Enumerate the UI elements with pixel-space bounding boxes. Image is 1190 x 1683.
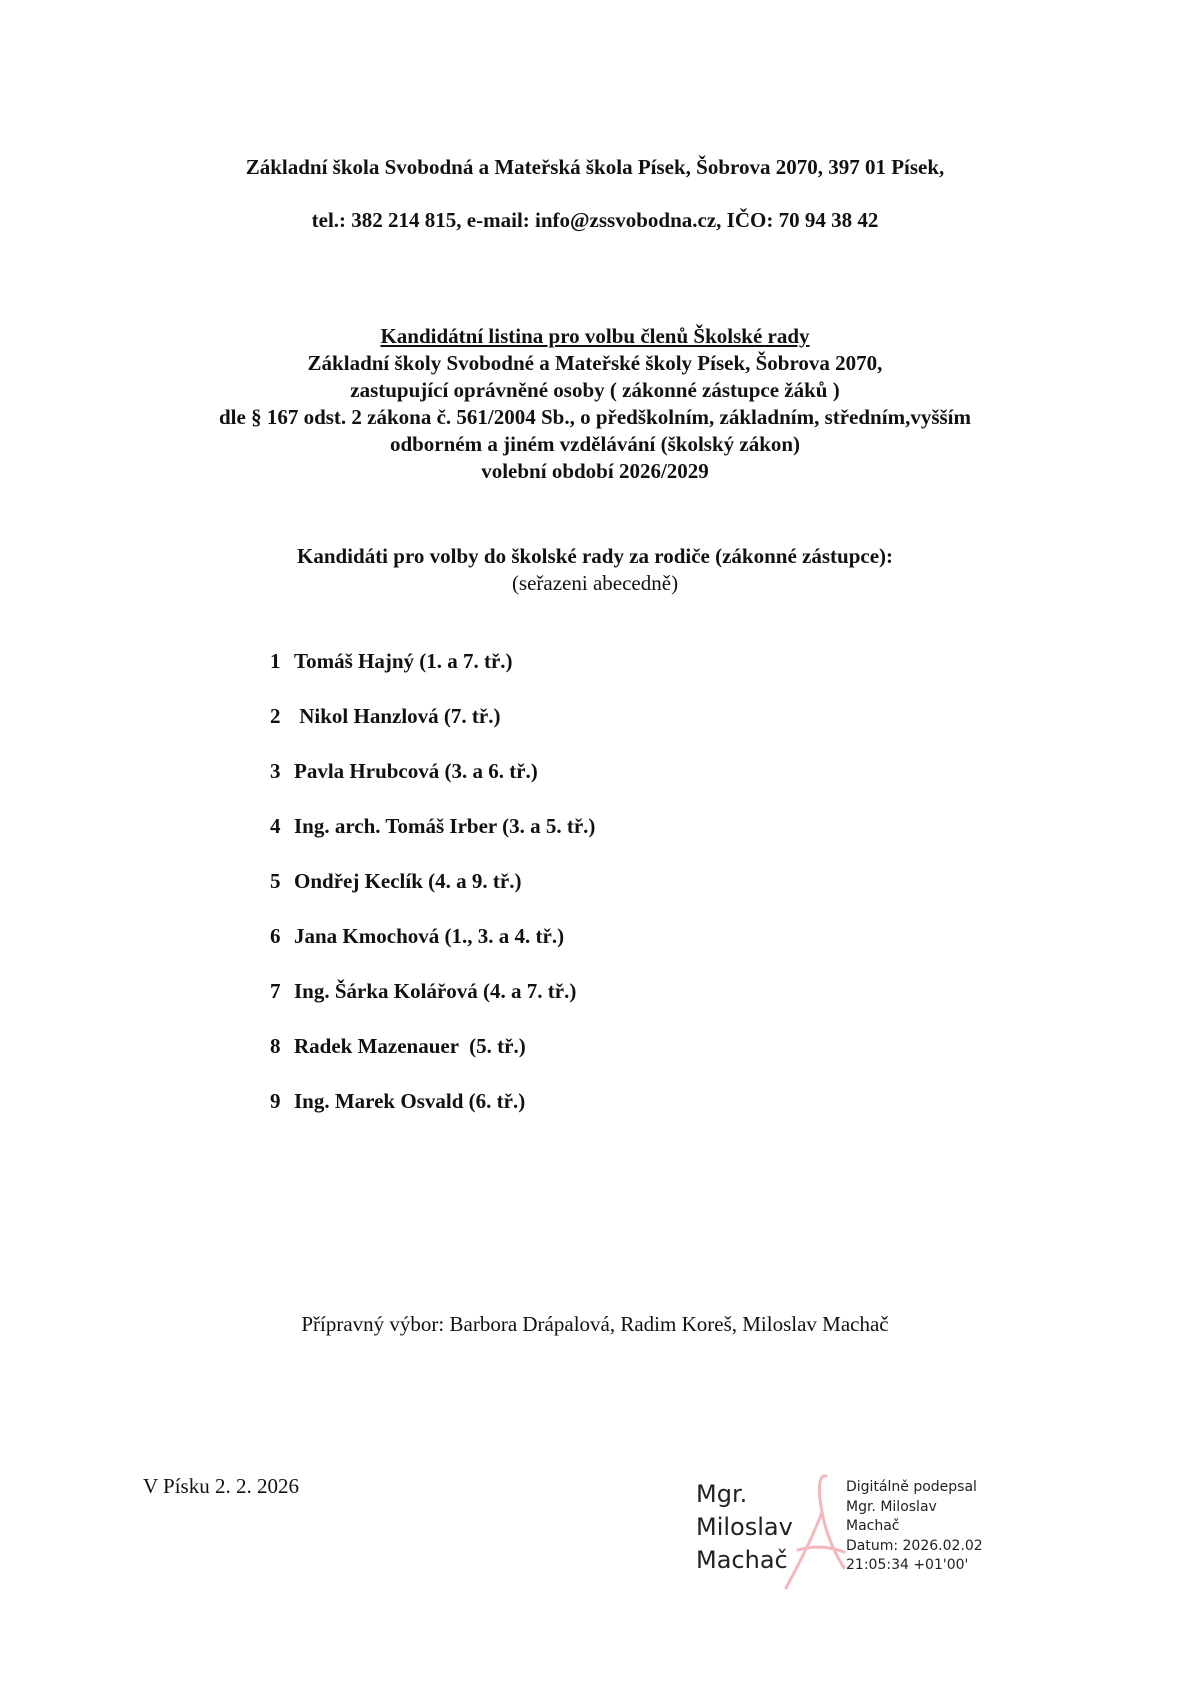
candidate-name: Ing. Šárka Kolářová (4. a 7. tř.) [294,979,577,1003]
title-line: zastupující oprávněné osoby ( zákonné zástupce žáků ) [350,378,840,402]
candidate-number: 5 [270,869,281,893]
candidate-number: 9 [270,1089,281,1113]
sort-note: (seřazeni abecedně) [511,571,679,595]
document-title-block [0,323,1190,485]
candidate-name: Pavla Hrubcová (3. a 6. tř.) [294,759,538,783]
signature-info-line: Digitálně podepsal [846,1479,977,1495]
candidate-item [270,924,595,979]
candidate-item [270,1034,595,1089]
school-header-line-1: Základní škola Svobodná a Mateřská škola Písek, Šobrova 2070, 397 01 Písek, [245,155,945,179]
candidate-number: 1 [270,649,281,673]
candidate-number: 4 [270,814,281,838]
signature-info-line: Mgr. Miloslav [846,1498,937,1515]
candidate-name: Tomáš Hajný (1. a 7. tř.) [294,649,513,673]
candidate-name: Radek Mazenauer (5. tř.) [294,1034,526,1058]
candidate-name: Nikol Hanzlová (7. tř.) [294,704,501,728]
signature-info [846,1478,983,1576]
title-line: Základní školy Svobodné a Mateřské školy Písek, Šobrova 2070, [307,351,883,375]
signature-time: 21:05:34 +01'00' [846,1557,969,1573]
candidate-number: 2 [270,704,281,728]
candidate-number: 8 [270,1034,281,1058]
candidate-name: Ondřej Keclík (4. a 9. tř.) [294,869,522,893]
school-header-line-2: tel.: 382 214 815, e-mail: info@zssvobodna.cz, IČO: 70 94 38 42 [311,208,879,232]
candidate-name: Ing. Marek Osvald (6. tř.) [294,1089,526,1113]
title-line: odborném a jiném vzdělávání (školský zákon) [389,432,801,456]
candidate-item [270,759,595,814]
candidates-heading: Kandidáti pro volby do školské rady za rodiče (zákonné zástupce): [296,544,894,568]
candidate-number: 6 [270,924,281,948]
place-and-date: V Písku 2. 2. 2026 [143,1474,299,1498]
signature-date: Datum: 2026.02.02 [846,1537,983,1554]
adobe-signature-mark-icon [778,1472,848,1592]
candidate-item [270,979,595,1034]
candidate-item [270,704,595,759]
preparatory-committee: Přípravný výbor: Barbora Drápalová, Radim Koreš, Miloslav Machač [301,1312,889,1336]
candidate-item [270,869,595,924]
candidate-name: Ing. arch. Tomáš Irber (3. a 5. tř.) [294,814,596,838]
election-period: volební období 2026/2029 [481,459,709,483]
candidate-number: 3 [270,759,281,783]
candidate-number: 7 [270,979,281,1003]
candidate-item [270,814,595,869]
signature-name-line: Machač [696,1546,788,1574]
document-title: Kandidátní listina pro volbu členů Školské rady [380,324,810,348]
signature-name-line: Mgr. [696,1480,748,1508]
signature-name-line: Miloslav [696,1513,793,1541]
candidate-item [270,649,595,704]
candidate-name: Jana Kmochová (1., 3. a 4. tř.) [294,924,565,948]
title-line: dle § 167 odst. 2 zákona č. 561/2004 Sb., o předškolním, základním, středním,vyšším [218,405,971,429]
candidate-item [270,1089,595,1144]
candidates-heading-block [0,543,1190,597]
candidate-list [270,649,595,1144]
signature-info-line: Machač [846,1518,900,1534]
